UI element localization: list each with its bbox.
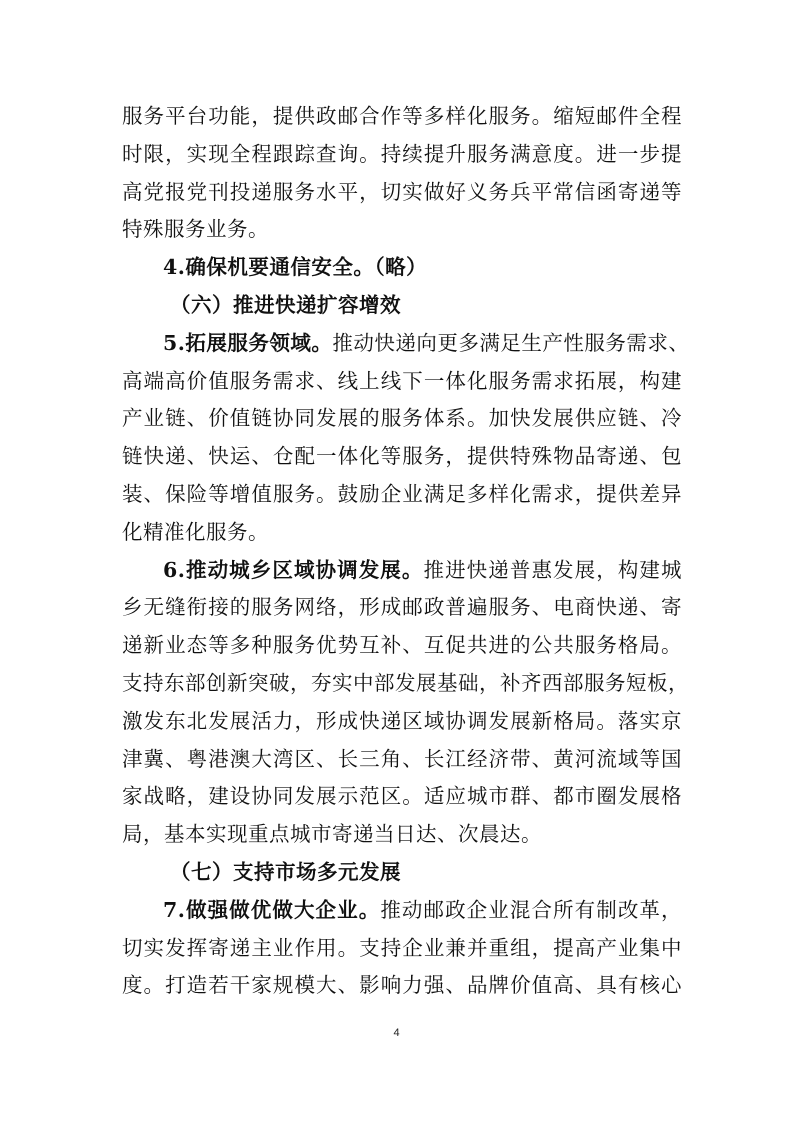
body-line: 化精准化服务。 [122, 519, 269, 544]
body-line: 服务平台功能，提供政邮合作等多样化服务。缩短邮件全程 [122, 104, 682, 128]
paragraph-first-line [122, 325, 690, 363]
body-line: 乡无缝衔接的服务网络，形成邮政普遍服务、电商快递、寄 [122, 595, 682, 620]
body-line: 激发东北发展活力，形成快递区域协调发展新格局。落实京 [122, 708, 682, 733]
body-line: 链快递、快运、仓配一体化等服务，提供特殊物品寄递、包 [122, 444, 682, 469]
paragraph-first-line [122, 552, 682, 590]
item-text: 推进快递普惠发展，构建城 [423, 557, 683, 582]
item-text: 推动邮政企业混合所有制改革， [380, 897, 682, 922]
body-line: 度。打造若干家规模大、影响力强、品牌价值高、具有核心 [122, 973, 682, 998]
body-line: 特殊服务业务。 [122, 217, 269, 242]
item-text: 推动快递向更多满足生产性服务需求、 [332, 330, 690, 355]
body-line: 津冀、粤港澳大湾区、长三角、长江经济带、黄河流域等国 [122, 746, 682, 771]
page-number: 4 [393, 1027, 400, 1039]
body-line: 高端高价值服务需求、线上线下一体化服务需求拓展，构建 [122, 368, 682, 393]
body-line: 家战略，建设协同发展示范区。适应城市群、都市圈发展格 [122, 784, 682, 809]
item-lead: 6.推动城乡区域协调发展。 [163, 557, 424, 582]
body-line: 产业链、价值链协同发展的服务体系。加快发展供应链、冷 [122, 406, 682, 431]
body-line: 时限，实现全程跟踪查询。持续提升服务满意度。进一步提 [122, 141, 682, 166]
section-heading: （六）推进快递扩容增效 [170, 292, 401, 317]
item-lead: 7.做强做优做大企业。 [163, 897, 381, 922]
body-line: 高党报党刊投递服务水平，切实做好义务兵平常信函寄递等 [122, 179, 682, 204]
item-lead: 5.拓展服务领域。 [163, 330, 333, 355]
body-line: 递新业态等多种服务优势互补、互促共进的公共服务格局。 [122, 633, 682, 658]
document-body [122, 98, 690, 1005]
item-heading: 4.确保机要通信安全。（略） [163, 255, 428, 280]
body-line: 装、保险等增值服务。鼓励企业满足多样化需求，提供差异 [122, 481, 682, 506]
body-line: 支持东部创新突破，夯实中部发展基础，补齐西部服务短板， [122, 670, 689, 695]
body-line: 局，基本实现重点城市寄递当日达、次晨达。 [122, 822, 542, 847]
section-heading: （七）支持市场多元发展 [170, 859, 401, 884]
body-line: 切实发挥寄递主业作用。支持企业兼并重组，提高产业集中 [122, 935, 682, 960]
paragraph-first-line [122, 892, 682, 930]
